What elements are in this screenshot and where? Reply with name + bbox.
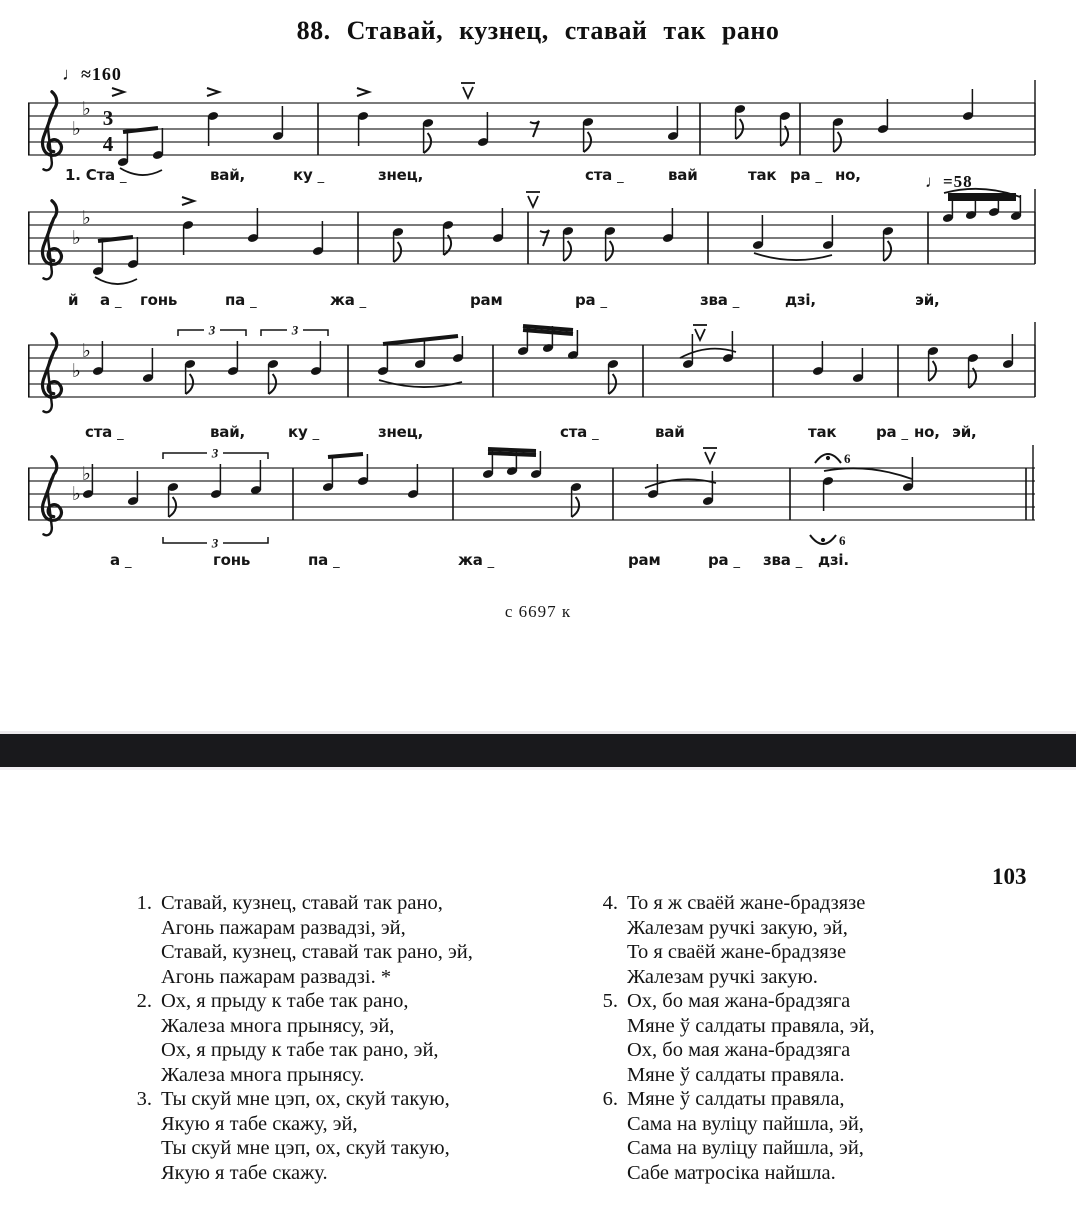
page-number: 103 (992, 864, 1027, 889)
verses-left-column (116, 891, 568, 1185)
verse-number: 5. (602, 990, 618, 1012)
lyric-syllable: вай, (210, 423, 246, 441)
verses-right-column (582, 891, 1052, 1185)
lyric-syllable: ра _ (575, 291, 607, 309)
lyric-line-4 (28, 551, 1038, 577)
verse-line: Ох, бо мая жана-брадзяга (627, 1039, 851, 1061)
lyric-syllable: вай, (210, 166, 246, 184)
lyric-syllable: дзі. (818, 551, 849, 569)
lyric-syllable: жа _ (458, 551, 494, 569)
svg-text:♭: ♭ (82, 340, 91, 362)
lyric-syllable: вай (655, 423, 685, 441)
verse-number: 4. (602, 892, 618, 914)
lyric-syllable: зва _ (763, 551, 803, 569)
song-title: 88. Ставай, кузнец, ставай так рано (296, 16, 780, 45)
lyric-syllable: па _ (225, 291, 257, 309)
staff-system-2 (28, 187, 1038, 297)
verse-line: Сабе матросіка найшла. (627, 1161, 836, 1184)
staff-system-3 (28, 320, 1038, 430)
lyric-syllable: эй, (952, 423, 977, 441)
lyric-line-2 (28, 291, 1038, 317)
verse-line: То я ж сваёй жане-брадзязе (627, 892, 866, 914)
lyric-syllable: рам (628, 551, 661, 569)
verse (582, 891, 1052, 989)
lyric-syllable: дзі, (785, 291, 816, 309)
lyric-syllable: па _ (308, 551, 340, 569)
verse-number: 3. (136, 1088, 152, 1110)
svg-text:♭: ♭ (72, 483, 81, 505)
svg-text:4: 4 (102, 132, 114, 156)
music-staff-svg (28, 187, 1038, 297)
verse-line: Жалеза многа прынясу. (161, 1063, 365, 1086)
lyric-syllable: жа _ (330, 291, 366, 309)
verse-line: Мяне ў салдаты правяла, (627, 1088, 845, 1110)
lyric-syllable: ку _ (288, 423, 319, 441)
lyric-syllable: а _ (100, 291, 122, 309)
lyric-syllable: гонь (140, 291, 178, 309)
svg-text:3: 3 (102, 106, 114, 130)
verse (116, 989, 568, 1087)
verse-line: Жалеза многа прынясу, эй, (161, 1014, 395, 1037)
verse-number: 2. (136, 990, 152, 1012)
verse-line: Сама на вуліцу пайшла, эй, (627, 1137, 864, 1159)
lyric-syllable: ра _ (708, 551, 740, 569)
svg-text:6: 6 (844, 451, 851, 466)
verse-line: Ставай, кузнец, ставай так рано, (161, 892, 443, 914)
lyric-syllable: й (68, 291, 79, 309)
lyric-syllable: ста _ (560, 423, 599, 441)
svg-text:♭: ♭ (82, 463, 91, 485)
verse-line: Ставай, кузнец, ставай так рано, эй, (161, 941, 473, 963)
lyric-syllable: ку _ (293, 166, 324, 184)
verse-line: Якую я табе скажу, эй, (161, 1112, 358, 1135)
verse-line: Жалезам ручкі закую. (627, 965, 818, 988)
lyric-syllable: а _ (110, 551, 132, 569)
svg-text:♭: ♭ (72, 118, 81, 140)
lyric-syllable: но, (835, 166, 861, 184)
verse-line: Ты скуй мне цэп, ох, скуй такую, (161, 1137, 450, 1159)
verse-line: Ох, я прыду к табе так рано, (161, 990, 409, 1012)
page-separator-bar (0, 731, 1076, 770)
lyric-syllable: эй, (915, 291, 940, 309)
verse-line: Мяне ў салдаты правяла. (627, 1063, 845, 1086)
lyric-syllable: ра _ (876, 423, 908, 441)
lyric-syllable: знец, (378, 423, 424, 441)
verse (116, 1087, 568, 1185)
verse-line: Ох, бо мая жана-брадзяга (627, 990, 851, 1012)
lyric-line-1 (28, 166, 1038, 192)
tempo-marking-change: ♩=58 (925, 172, 973, 191)
lyric-syllable: но, (914, 423, 940, 441)
svg-text:♭: ♭ (72, 360, 81, 382)
lyric-syllable: ста _ (85, 423, 124, 441)
lyric-syllable: так (808, 423, 837, 441)
verse-line: Жалезам ручкі закую, эй, (627, 916, 848, 939)
svg-text:3: 3 (208, 322, 216, 338)
catalog-mark: с 6697 к (504, 602, 572, 621)
verse (582, 1087, 1052, 1185)
verse-line: Якую я табе скажу. (161, 1161, 328, 1184)
verse (582, 989, 1052, 1087)
svg-text:3: 3 (291, 322, 299, 338)
verse-line: То я сваёй жане-брадзязе (627, 941, 847, 963)
lyric-syllable: гонь (213, 551, 251, 569)
verse-line: Агонь пажарам развадзі. * (161, 965, 392, 988)
svg-text:3: 3 (211, 535, 219, 551)
verse-line: Агонь пажарам развадзі, эй, (161, 916, 406, 939)
svg-text:3: 3 (211, 445, 219, 461)
lyric-syllable: ста _ (585, 166, 624, 184)
tempo-marking-start: ♩≈160 (62, 64, 122, 84)
svg-text:6: 6 (839, 533, 846, 548)
lyric-syllable: ра _ (790, 166, 822, 184)
music-staff-svg (28, 320, 1038, 430)
verse-line: Сама на вуліцу пайшла, эй, (627, 1112, 864, 1135)
lyric-syllable: так (748, 166, 777, 184)
lyric-line-3 (28, 423, 1038, 449)
svg-text:♭: ♭ (82, 207, 91, 229)
svg-text:♭: ♭ (82, 98, 91, 120)
staff-system-4 (28, 443, 1038, 553)
verse-line: Ох, я прыду к табе так рано, эй, (161, 1039, 439, 1061)
lyric-syllable: зва _ (700, 291, 740, 309)
verse-line: Ты скуй мне цэп, ох, скуй такую, (161, 1088, 450, 1110)
lyric-syllable: знец, (378, 166, 424, 184)
lyric-syllable: рам (470, 291, 503, 309)
verse-number: 1. (136, 892, 152, 914)
verse-number: 6. (602, 1088, 618, 1110)
verse (116, 891, 568, 989)
verse-line: Мяне ў салдаты правяла, эй, (627, 1014, 875, 1037)
svg-text:♭: ♭ (72, 227, 81, 249)
music-staff-svg (28, 443, 1038, 553)
lyric-syllable: вай (668, 166, 698, 184)
lyric-syllable: 1. Ста _ (65, 166, 127, 184)
